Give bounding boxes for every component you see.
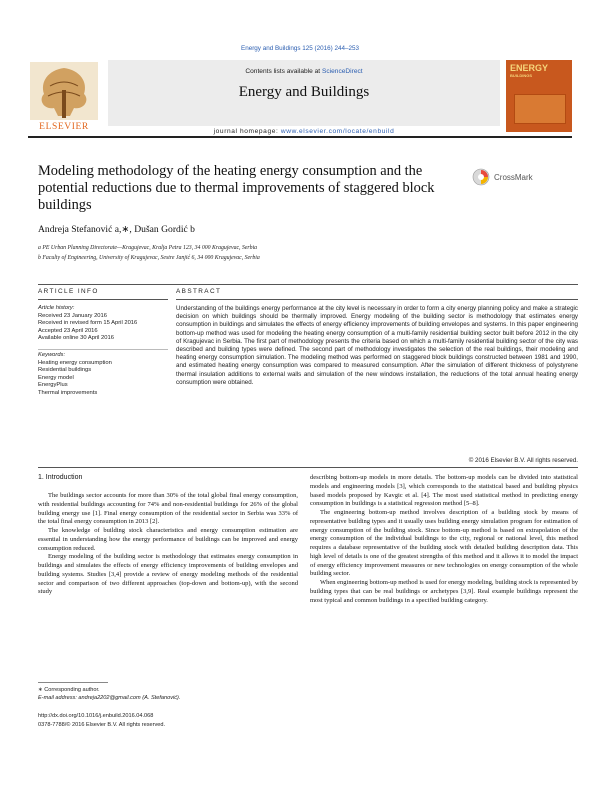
keyword: EnergyPlus — [38, 382, 68, 389]
divider-bottom — [38, 467, 578, 468]
paragraph: The buildings sector accounts for more than 30% of the total global final energy consumption, with residential buildings accounting for 74% and non-residential buildings for 26% of the global building energy use [1]. Final energy consumption of the residential sector in Serbia was 33% of the total final energy consumption in 2013 [2]. — [38, 492, 298, 526]
cover-title: ENERGY — [510, 63, 549, 73]
abstract-copyright: © 2016 Elsevier B.V. All rights reserved. — [468, 457, 578, 464]
abstract-text: Understanding of the buildings energy performance at the city level is necessary in order to form a city energy planning policy and make a strategic decision on which buildings should be thermally improved. Energy modeling of the building sector is methodology that estimates energy consumption in buildings and simulates the effects of energy efficiency improvements of building envelopes and systems. In this paper engineering bottom-up method was used for modeling the heating energy consumption of a multi-family residential building sector built before 2012 in the city of Kragujevac in Serbia. The first part of methodology presents the criteria based on which a multi-family residential building sector of the city was described and building types were defined. The second part of methodology investigates the selection of the real buildings, their modeling and heating energy consumption simulation. The modeling method was performed on staggered block buildings constructed between 1981 and 1990, and estimated heating energy consumption was compared to measured consumption. After the simulation of different thickness of polystyrene thermal insulation additions to external walls and simulation of the new windows installation, the reductions of the total annual heating energy consumption were obtained. — [176, 305, 578, 386]
keyword: Thermal improvements — [38, 389, 98, 396]
issn-line: 0378-7788/© 2016 Elsevier B.V. All rights reserved. — [38, 722, 166, 728]
cover-subtitle: BUILDINGS — [510, 73, 532, 78]
contents-available: Contents lists available at ScienceDirect — [245, 68, 363, 75]
cover-artwork — [514, 94, 566, 124]
crossmark-label: CrossMark — [494, 173, 533, 182]
journal-header-box — [108, 60, 500, 126]
elsevier-wordmark: ELSEVIER — [39, 122, 89, 132]
keyword: Heating energy consumption — [38, 359, 112, 366]
divider-top — [38, 284, 578, 285]
body-column-right — [310, 474, 578, 605]
affiliation-a: a PE Urban Planning Directorate—Kragujevac, Kralja Petra 123, 34 000 Kragujevac, Serbia — [38, 245, 258, 251]
authors: Andreja Stefanović a,∗, Dušan Gordić b — [38, 224, 195, 235]
header-rule — [28, 136, 572, 138]
paragraph: describing bottom-up models in more details. The bottom-up models can be divided into statistical models and engineering models [3], which corresponds to the statistical based and building physics based models proposed by Kavgic et al. [4]. The most used statistical method in predicting energy consumption in buildings is a statistical regression method [5–8]. — [310, 474, 578, 508]
abstract-heading: ABSTRACT — [176, 288, 222, 295]
abstract-rule — [176, 299, 578, 300]
sciencedirect-link[interactable]: ScienceDirect — [321, 68, 363, 75]
paragraph: The knowledge of building stock characteristics and energy consumption estimation are essential in understanding how the energy performance of buildings can be improved and energy consumption reduced. — [38, 527, 298, 552]
article-info-heading: ARTICLE INFO — [38, 288, 99, 295]
author-email: E-mail address: andreja2202@gmail.com (A. Stefanović). — [38, 695, 181, 701]
paragraph: When engineering bottom-up method is used for energy modeling, building stock is represented by building types that can be real buildings or archetypes [3,9]. Real example buildings represent the most typical and common buildings in a specified building category. — [310, 579, 578, 604]
article-history: Article history: Received 23 January 2016 Received in revised form 15 April 2016 Accepted 23 April 2016 Available online 30 April 2016 — [38, 305, 138, 342]
journal-homepage-link[interactable]: www.elsevier.com/locate/enbuild — [280, 128, 395, 135]
keywords-rule — [38, 349, 168, 350]
paragraph: The engineering bottom-up method involves description of a building stock by means of representative building types and it usually uses building energy simulation program for estimation of energy consumption of the building stock. Since bottom-up method is based on extrapolation of the energy consumption of the individual buildings to the city, regional or national level, this method requires a database representative of the building stock with detailed building description data. This high level of details is one of the greatest strengths of this method and it allows it to model the impact of energy efficiency improvement measures or new technologies on energy consumption of the whole building sector. — [310, 509, 578, 578]
keywords-block: Keywords: Heating energy consumption Residential buildings Energy model EnergyPlus Thermal improvements — [38, 352, 168, 398]
article-info-rule — [38, 299, 168, 300]
introduction-heading: 1. Introduction — [38, 474, 83, 481]
footnote-rule — [38, 682, 108, 683]
crossmark-icon — [472, 168, 490, 186]
journal-citation-link[interactable]: Energy and Buildings 125 (2016) 244–253 — [241, 45, 359, 52]
journal-cover-image — [506, 60, 572, 132]
journal-homepage: journal homepage: www.elsevier.com/locate/enbuild — [213, 128, 395, 135]
paper-title: Modeling methodology of the heating energy consumption and the potential reductions due to thermal improvements of staggered block buildings — [38, 163, 435, 214]
body-column-left — [38, 492, 298, 597]
doi-link[interactable]: http://dx.doi.org/10.1016/j.enbuild.2016.04.068 — [38, 713, 154, 719]
crossmark-badge[interactable] — [472, 168, 558, 188]
affiliation-b: b Faculty of Engineering, University of Kragujevac, Sestre Janjić 6, 34 000 Kragujevac, Serbia — [38, 255, 260, 261]
corresponding-author-note: ∗ Corresponding author. — [38, 687, 100, 693]
elsevier-logo — [28, 60, 100, 136]
paragraph: Energy modeling of the building sector is methodology that estimates energy consumption in buildings and simulates the effects of energy efficiency improvements of building envelopes and building systems. Studies [3,4] provide a review of energy modeling methods of the residential sector and comparison of two different approaches (top-down and bottom-up), with the second study — [38, 553, 298, 596]
keyword: Residential buildings — [38, 367, 92, 374]
journal-title: Energy and Buildings — [238, 84, 370, 100]
keyword: Energy model — [38, 374, 74, 381]
